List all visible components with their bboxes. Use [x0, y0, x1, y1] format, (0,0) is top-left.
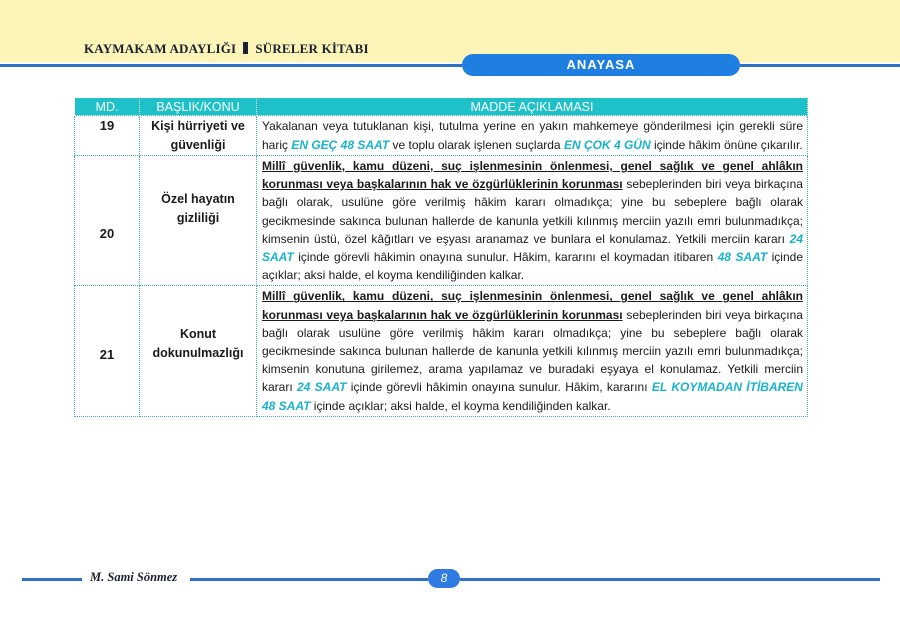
footer-rule-middle [190, 578, 428, 581]
table-row [75, 116, 808, 156]
footer-rule-right [460, 578, 880, 581]
underlined-grounds: Millî güvenlik, kamu düzeni, suç işlenmesinin önlenmesi, genel sağlık ve genel ahlâkın korunması veya başkalarının hak ve özgürlüklerinin korunması [262, 159, 803, 192]
duration-highlight: 48 SAAT [717, 250, 768, 265]
duration-highlight: EN GEÇ 48 SAAT [291, 137, 390, 152]
desc-text: içinde hâkim önüne çıkarılır. [650, 137, 803, 152]
table-header-row [75, 98, 808, 116]
duration-highlight: 24 SAAT [262, 231, 803, 265]
col-desc-header: MADDE AÇIKLAMASI [257, 98, 808, 116]
table-row [75, 286, 808, 416]
book-title-part2: SÜRELER KİTABI [255, 41, 369, 56]
desc-text: Yakalanan veya tutuklanan kişi, tutulma yerine en yakın mahkemeye gönderilmesi için gerekli süre hariç [262, 119, 803, 152]
duration-highlight: 24 SAAT [297, 380, 347, 395]
article-number: 21 [75, 286, 140, 416]
desc-text: sebeplerinden biri veya birkaçına bağlı olarak usulüne göre verilmiş hâkim kararı olmadıkça; yine bu sebeplere bağlı olarak gecikmesinde sakınca bulunan hallerde de kanunla yetkili kılınmış merciin yazılı emri bulunmadıkça; kimsenin konutuna girilemez, arama yapılamaz ve buradaki eşyaya el konulamaz. Yetkili merciin kararı [262, 307, 803, 395]
author-name: M. Sami Sönmez [90, 570, 178, 584]
article-description [257, 116, 808, 156]
title-separator [243, 42, 248, 54]
book-title [84, 41, 369, 57]
article-topic: Özel hayatın gizliliği [140, 156, 257, 286]
desc-text: içinde görevli hâkimin onayına sunulur. Hâkim, kararını [346, 380, 652, 395]
desc-text: içinde görevli hâkimin onayına sunulur. Hâkim, kararını el koymadan itibaren [293, 250, 718, 265]
article-description [257, 156, 808, 286]
col-md-header: MD. [75, 98, 140, 116]
desc-text: içinde açıklar; aksi halde, el koyma kendiliğinden kalkar. [310, 398, 611, 413]
col-topic-header: BAŞLIK/KONU [140, 98, 257, 116]
underlined-grounds: Millî güvenlik, kamu düzeni, suç işlenmesinin önlenmesi, genel sağlık ve genel ahlâkın korunması veya başkalarının hak ve özgürlüklerinin korunması [262, 289, 803, 322]
section-badge: ANAYASA [462, 54, 740, 76]
article-description [257, 286, 808, 416]
page-number: 8 [428, 569, 460, 588]
article-topic: Kişi hürriyeti ve güvenliği [140, 116, 257, 156]
book-title-part1: KAYMAKAM ADAYLIĞI [84, 41, 237, 56]
article-topic: Konut dokunulmazlığı [140, 286, 257, 416]
article-number: 19 [75, 116, 140, 156]
desc-text: ve toplu olarak işlenen suçlarda [389, 137, 564, 152]
articles-table [74, 97, 808, 417]
header-rule-right [740, 64, 900, 67]
header-rule-left [0, 64, 462, 67]
duration-highlight: EL KOYMADAN İTİBAREN 48 SAAT [262, 380, 803, 413]
desc-text: içinde açıklar; aksi halde, el koyma kendiliğinden kalkar. [262, 250, 803, 283]
article-number: 20 [75, 156, 140, 286]
footer-rule-left [22, 578, 82, 581]
duration-highlight: EN ÇOK 4 GÜN [563, 137, 651, 152]
desc-text: sebeplerinden biri veya birkaçına bağlı olarak, usulüne göre verilmiş hâkim kararı olmadıkça; yine bu sebeplere bağlı olarak gecikmesinde sakınca bulunan hallerde de kanunla yetkili kılınmış merciin yazılı emri bulunmadıkça; kimsenin üstü, özel kâğıtları ve eşyası aranamaz ve bunlara el konulamaz. Yetkili merciin kararı [262, 177, 803, 246]
table-row [75, 156, 808, 286]
